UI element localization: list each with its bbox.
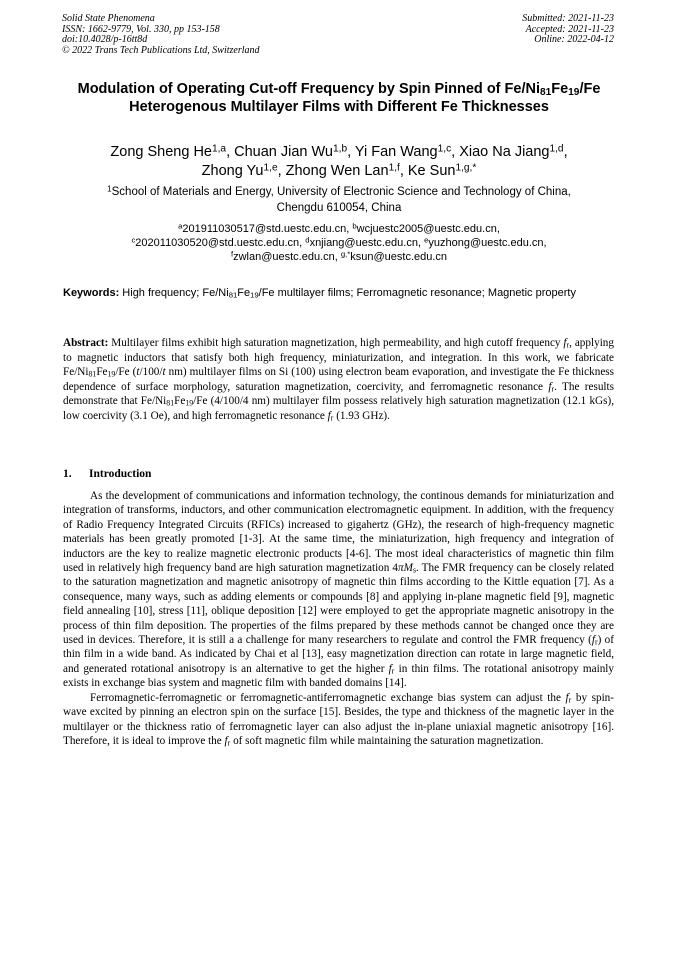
email-link[interactable]: yuzhong@uestc.edu.cn, [428, 237, 547, 249]
keywords: Keywords: High frequency; $Fe/Ni_{81}Fe_{19}/Fe$ multilayer films; Ferromagnetic resonance; Magnetic property [63, 287, 576, 300]
title-text: /Fe Heterogenous Multilayer Films with Different Fe Thicknesses [129, 81, 601, 115]
copyright-line: © 2022 Trans Tech Publications Ltd, Switzerland [62, 44, 260, 56]
author: Zhong Wen Lan$^{1,f}$, [285, 162, 408, 179]
paper-title [70, 80, 608, 116]
author: Zhong Yu$^{1,e}$, [201, 162, 286, 179]
issn-line: ISSN: 1662-9779, Vol. 330, pp 153-158 [62, 23, 220, 35]
affiliation: $^1$School of Materials and Energy, University of Electronic Science and Technology of China, Chengdu 610054, China [107, 184, 571, 214]
affiliation-line: School of Materials and Energy, University of Electronic Science and Technology of China, [111, 186, 571, 198]
dates-info [522, 14, 614, 46]
section-title: Introduction [89, 468, 152, 480]
paragraph: As the development of communications and information technology, the continous demands for miniaturization and integration of transforms, inductors, and other communication electromagnetic equipment. In addition, with the frequency of Radio Frequency Integrated Circuits (RFICs) increased to gigahertz (GHz), the research of high-frequency magnetic materials has been greatly promoted [1-3]. At the same time, the miniaturization, high frequency and integration of inductors are the key to realize magnetic electronic products [4-6]. The most ideal characteristics of magnetic thin film used in relatively high frequency band are high saturation magnetization $4\pi M_s$. The FMR frequency can be closely related to the saturation magnetization and magnetic anisotropy of magnetic thin films according to the Kittle equation [7]. As a consequence, many ways, such as adding elements or compounds [8] and applying in-plane magnetic field [9], magnetic field annealing [10], stress [11], oblique deposition [12] were employed to get the appropriate magnetic anisotropy in the process of thin film deposition. The properties of the films prepared by these methods cannot be changed once they are used in devices. Therefore, it is still a a challenge for many researchers to regulate and control the FMR frequency $(f_r)$ of thin film in a wide band. As indicated by Chai et al [13], easy magnetization direction can rotate in large magnetic field, and generated rotational anisotropy is an alternative to get the higher $f_r$ in thin films. The rotational anisotropy mainly exists in exchange bias system and magnetic film with banded domains [14]. [63, 490, 614, 690]
abstract: Abstract: Multilayer films exhibit high saturation magnetization, high permeability, and high cutoff frequency $f_r$, applying to magnetic inductors that satisfy both high frequency, miniaturization, and integration. In this work, we fabricate $Fe/Ni_{81}Fe_{19}/Fe$ (t/100/t nm) multilayer films on Si (100) using electron beam evaporation, and investigate the Fe thickness dependence of surface morphology, saturation magnetization, coercivity, and ferromagnetic resonance $f_r$. The results demonstrate that $Fe/Ni_{81}Fe_{19}/Fe$ (4/100/4 nm) multilayer film possess relatively high saturation magnetization (12.1 kGs), low coercivity (3.1 Oe), and high ferromagnetic resonance $f_r$ (1.93 GHz). [63, 337, 614, 423]
journal-info [62, 14, 260, 56]
title-text: Modulation of Operating Cut-off Frequency by Spin Pinned of Fe/Ni [77, 81, 540, 97]
online-date: Online: 2022-04-12 [534, 34, 614, 45]
author: Zong Sheng He$^{1,a}$, [110, 143, 235, 160]
journal-name: Solid State Phenomena [62, 13, 155, 24]
keywords-label: Keywords: [63, 287, 120, 299]
email-list: $^a$201911030517@std.uestc.edu.cn, $^b$wcjuestc2005@uestc.edu.cn, $^c$202011030520@std.uestc.edu.cn, $^d$xnjiang@uestc.edu.cn, $^e$yuzhong@uestc.edu.cn, $^f$zwlan@uestc.edu.cn, $^{g,*}$ksun@uestc.edu.cn [131, 221, 547, 263]
doi-line: doi:10.4028/p-16tt8d [62, 34, 148, 45]
author: Chuan Jian Wu$^{1,b}$, [234, 143, 355, 160]
email-link[interactable]: wcjuestc2005@uestc.edu.cn, [356, 223, 500, 235]
submitted-date: Submitted: 2021-11-23 [522, 13, 614, 24]
accepted-date: Accepted: 2021-11-23 [525, 23, 614, 35]
introduction-body [63, 489, 614, 748]
author: Xiao Na Jiang$^{1,d}$, [459, 143, 568, 160]
email-link[interactable]: zwlan@uestc.edu.cn, [233, 251, 341, 263]
author: Ke Sun$^{1,g,*}$ [407, 162, 477, 179]
email-link[interactable]: ksun@uestc.edu.cn [350, 251, 448, 263]
author: Yi Fan Wang$^{1,c}$, [354, 143, 460, 160]
section-number: 1. [63, 468, 72, 480]
title-text: Fe [551, 81, 569, 97]
paragraph: Ferromagnetic-ferromagnetic or ferromagnetic-antiferromagnetic exchange bias system can adjust the $f_r$ by spin-wave excited by pinning an electron spin on the surface [15]. Besides, the type and thickness of the magnetic layer in the multilayer or the thickness ratio of ferromagnetic layer can also adjust the in-plane uniaxial magnetic anisotropy [16]. Therefore, it is ideal to improve the $f_r$ of soft magnetic film while maintaining the saturation magnetization. [63, 691, 615, 748]
affiliation-line: Chengdu 610054, China [276, 202, 402, 214]
email-link[interactable]: xnjiang@uestc.edu.cn, [309, 237, 425, 249]
email-link[interactable]: 201911030517@std.uestc.edu.cn, [182, 223, 353, 235]
abstract-label: Abstract: [63, 337, 109, 349]
title-subscript: 19 [568, 87, 580, 99]
email-link[interactable]: 202011030520@std.uestc.edu.cn, [135, 237, 306, 249]
author-list [60, 143, 618, 181]
title-subscript: 81 [539, 87, 552, 99]
section-heading [63, 467, 614, 481]
